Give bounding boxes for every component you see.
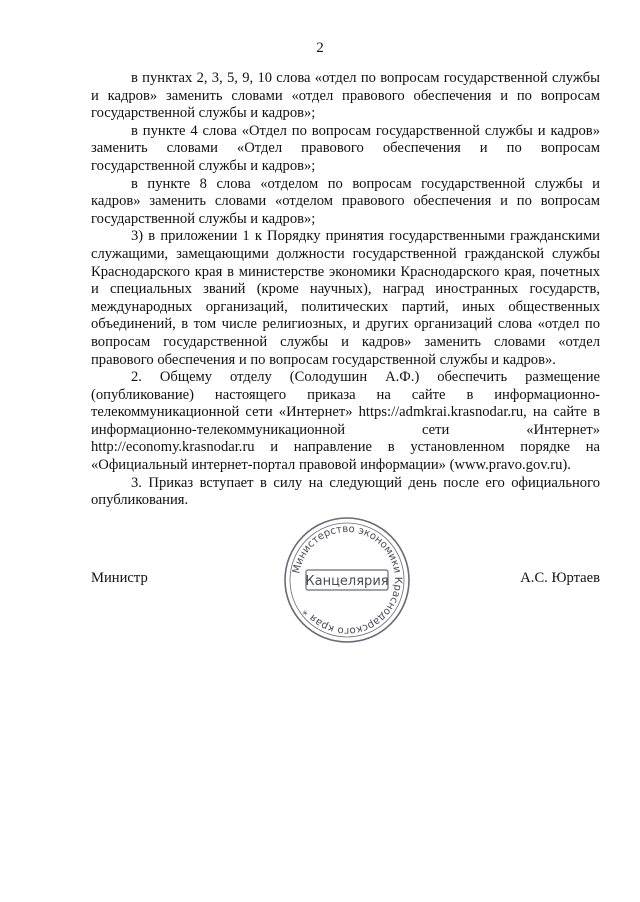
- document-body: [91, 70, 600, 510]
- paragraph: в пунктах 2, 3, 5, 9, 10 слова «отдел по вопросам государственной службы и кадров» заменить словами «отдел правового обеспечения и по вопросам государственной службы и кадров»;: [91, 70, 600, 122]
- paragraph: 2. Общему отделу (Солодушин А.Ф.) обеспечить размещение (опубликование) настоящего приказа на сайте в информационно-телекоммуникационной сети «Интернет» https://admkrai.krasnodar.ru, на сайте в информационно-телекоммуникационной сети «Интернет» http://economy.krasnodar.ru и направление в установленном порядке на «Официальный интернет-портал правовой информации» (www.pravo.gov.ru).: [91, 369, 600, 474]
- paragraph: в пункте 8 слова «отделом по вопросам государственной службы и кадров» заменить словами «отделом правового обеспечения и по вопросам государственной службы и кадров»;: [91, 175, 600, 227]
- paragraph: 3. Приказ вступает в силу на следующий день после его официального опубликования.: [91, 474, 600, 509]
- page-number: 2: [316, 40, 324, 56]
- signatory-title: Министр: [91, 570, 148, 586]
- office-seal-stamp: [282, 515, 412, 645]
- paragraph: в пункте 4 слова «Отдел по вопросам государственной службы и кадров» заменить словами «Отдел правового обеспечения и по вопросам государственной службы и кадров»;: [91, 122, 600, 174]
- paragraph: 3) в приложении 1 к Порядку принятия государственными гражданскими служащими, замещающими должности государственной гражданской службы Краснодарского края в министерстве экономики Краснодарского края, почетных и специальных званий (кроме научных), наград иностранных государств, международных организаций, политических партий, иных общественных объединений, в том числе религиозных, и других организаций слова «отдел по вопросам государственной службы и кадров» заменить словами «отдел правового обеспечения и по вопросам государственной службы и кадров».: [91, 228, 600, 368]
- signatory-name: А.С. Юртаев: [520, 570, 600, 586]
- seal-center-text: Канцелярия: [305, 574, 389, 589]
- seal-ring-text: Министерство экономики Краснодарского края *: [291, 523, 404, 637]
- seal-graphic: [282, 515, 412, 645]
